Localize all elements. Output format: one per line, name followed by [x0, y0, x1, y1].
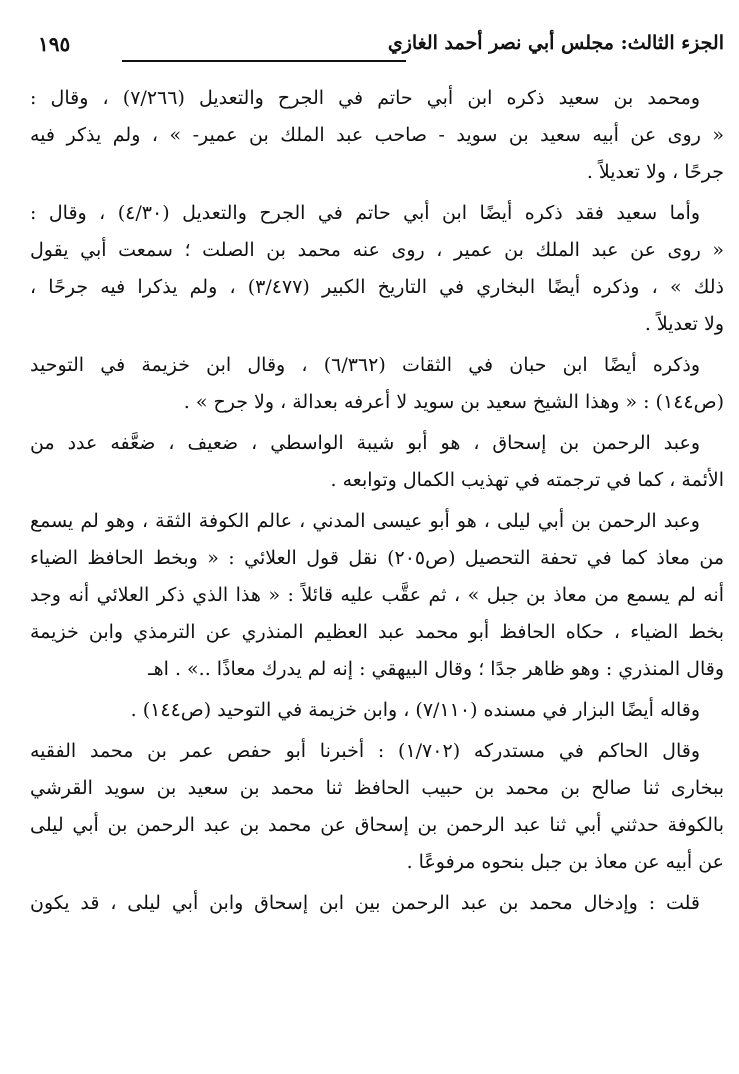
text-line: جرحًا ، ولا تعديلاً .: [586, 161, 724, 183]
paragraph: [30, 425, 724, 499]
text-line: بخط الضياء ، حكاه الحافظ أبو محمد عبد العظيم المنذري عن الترمذي وابن خزيمة: [30, 621, 724, 643]
text-line: وقال الحاكم في مستدركه (١/٧٠٢) : أخبرنا أبو حفص عمر بن محمد الفقيه: [30, 740, 700, 762]
text-line: ببخارى ثنا صالح بن محمد بن حبيب الحافظ ثنا محمد بن سعيد بن سويد القرشي: [30, 777, 724, 799]
text-line: ذلك » ، وذكره أيضًا البخاري في التاريخ الكبير (٣/٤٧٧) ، ولم يذكرا فيه جرحًا ،: [30, 276, 724, 298]
text-line: بالكوفة حدثني أبي ثنا عبد الرحمن بن إسحاق عن محمد بن عبد الرحمن بن أبي ليلى: [30, 814, 724, 836]
text-line: وذكره أيضًا ابن حبان في الثقات (٦/٣٦٢) ، وقال ابن خزيمة في التوحيد: [30, 354, 700, 376]
text-line: من معاذ كما في تحفة التحصيل (ص٢٠٥) نقل قول العلائي : « وبخط الحافظ الضياء: [30, 547, 724, 569]
text-line: وقاله أيضًا البزار في مسنده (٧/١١٠) ، وابن خزيمة في التوحيد (ص١٤٤) .: [130, 699, 700, 721]
text-line: أنه لم يسمع من معاذ بن جبل » ، ثم عقَّب عليه قائلاً : « هذا الذي ذكر العلائي أنه وجد: [30, 584, 724, 606]
running-header: [30, 26, 724, 68]
paragraph: [30, 347, 724, 421]
page-body: [30, 80, 724, 922]
paragraph: [30, 692, 724, 729]
text-line: « روى عن عبد الملك بن عمير ، روى عنه محمد بن الصلت ؛ سمعت أبي يقول: [30, 239, 724, 261]
header-rule: [122, 60, 406, 62]
page-number: ١٩٥: [38, 32, 71, 56]
paragraph: [30, 195, 724, 343]
paragraph: [30, 80, 724, 191]
text-line: عن أبيه عن معاذ بن جبل بنحوه مرفوعًا .: [406, 851, 724, 873]
paragraph: [30, 503, 724, 688]
text-line: ولا تعديلاً .: [644, 313, 724, 335]
text-line: وأما سعيد فقد ذكره أيضًا ابن أبي حاتم في الجرح والتعديل (٤/٣٠) ، وقال :: [30, 202, 700, 224]
paragraph: [30, 885, 724, 922]
text-line: ومحمد بن سعيد ذكره ابن أبي حاتم في الجرح والتعديل (٧/٢٦٦) ، وقال :: [30, 87, 700, 109]
text-line: قلت : وإدخال محمد بن عبد الرحمن بين ابن إسحاق وابن أبي ليلى ، قد يكون: [30, 892, 700, 914]
text-line: (ص١٤٤) : « وهذا الشيخ سعيد بن سويد لا أعرفه بعدالة ، ولا جرح » .: [183, 391, 724, 413]
paragraph: [30, 733, 724, 881]
text-line: الأئمة ، كما في ترجمته في تهذيب الكمال وتوابعه .: [330, 469, 724, 491]
text-line: « روى عن أبيه سعيد بن سويد - صاحب عبد الملك بن عمير- » ، ولم يذكر فيه: [30, 124, 724, 146]
text-line: وعبد الرحمن بن إسحاق ، هو أبو شيبة الواسطي ، ضعيف ، ضعَّفه عدد من: [30, 432, 700, 454]
book-page: [30, 26, 724, 924]
text-line: وعبد الرحمن بن أبي ليلى ، هو أبو عيسى المدني ، عالم الكوفة الثقة ، وهو لم يسمع: [30, 510, 700, 532]
running-header-title: الجزء الثالث: مجلس أبي نصر أحمد الغازي: [387, 32, 724, 54]
text-line: وقال المنذري : وهو ظاهر جدًا ؛ وقال البيهقي : إنه لم يدرك معاذًا ..» . اهـ: [148, 658, 724, 680]
